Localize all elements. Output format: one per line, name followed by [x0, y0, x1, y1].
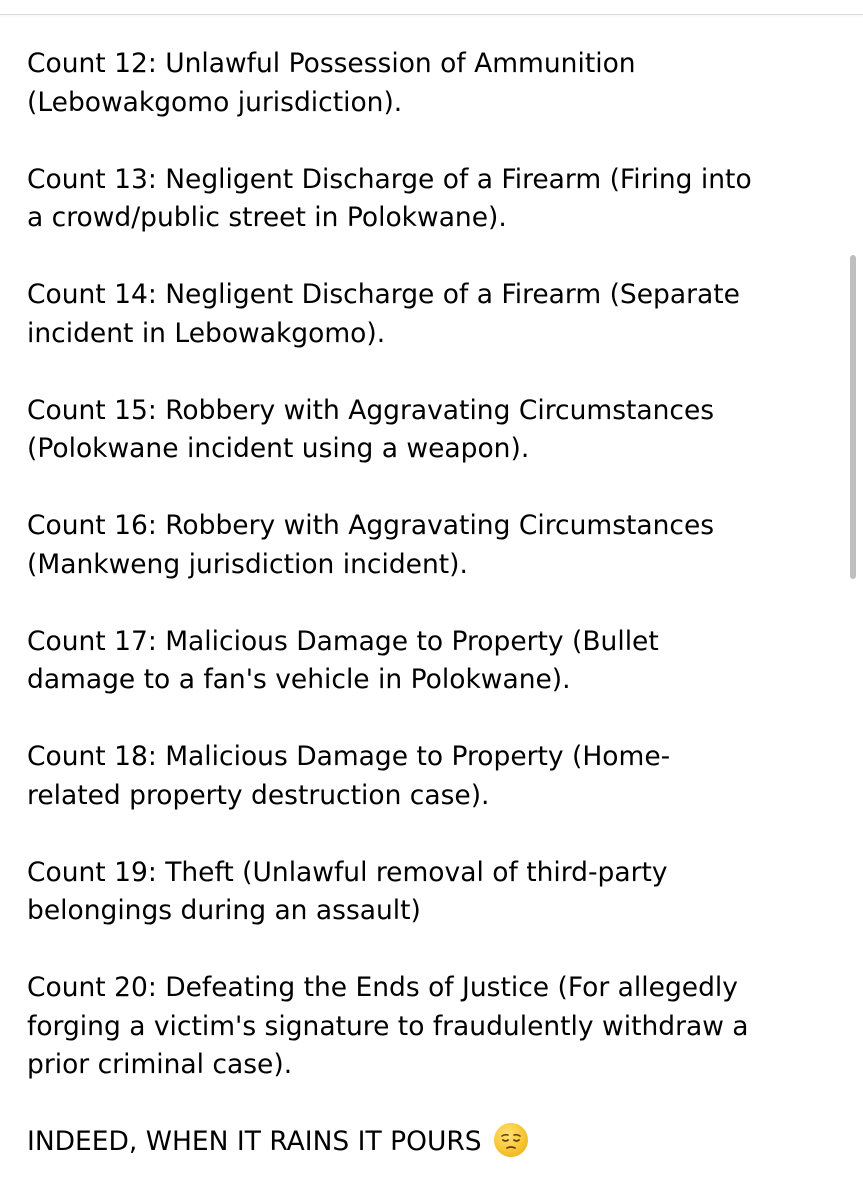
paragraph-line: (Mankweng jurisdiction incident).: [27, 548, 468, 580]
count-15-paragraph: [27, 392, 842, 469]
paragraph-line: (Polokwane incident using a weapon).: [27, 433, 530, 464]
count-17-paragraph: [27, 623, 842, 700]
count-16-paragraph: [27, 507, 842, 584]
paragraph-line: Count 19: Theft (Unlawful removal of third-party: [27, 856, 668, 888]
paragraph-line: Count 12: Unlawful Possession of Ammunition: [27, 48, 636, 79]
paragraph-line: Count 13: Negligent Discharge of a Firearm (Firing into: [27, 163, 752, 195]
paragraph-line: Count 17: Malicious Damage to Property (Bullet: [27, 625, 659, 657]
closing-text: INDEED, WHEN IT RAINS IT POURS: [27, 1126, 482, 1157]
paragraph-line: damage to a fan's vehicle in Polokwane).: [27, 664, 571, 695]
closing-line: [27, 1123, 842, 1162]
count-20-paragraph: [27, 969, 842, 1085]
pensive-face-icon: [494, 1123, 528, 1157]
count-14-paragraph: [27, 276, 842, 353]
count-13-paragraph: [27, 161, 842, 238]
scrollbar-thumb[interactable]: [850, 255, 856, 579]
paragraph-line: Count 14: Negligent Discharge of a Firearm (Separate: [27, 279, 740, 310]
paragraph-line: a crowd/public street in Polokwane).: [27, 202, 507, 233]
paragraph-line: prior criminal case).: [27, 1049, 293, 1080]
paragraph-line: Count 15: Robbery with Aggravating Circumstances: [27, 394, 715, 426]
note-body[interactable]: [27, 45, 842, 1162]
paragraph-line: related property destruction case).: [27, 779, 490, 811]
top-divider: [0, 0, 863, 15]
paragraph-line: belongings during an assault): [27, 895, 421, 926]
paragraph-line: Count 16: Robbery with Aggravating Circumstances: [27, 510, 715, 541]
paragraph-line: (Lebowakgomo jurisdiction).: [27, 86, 403, 118]
count-12-paragraph: [27, 45, 842, 122]
scrollbar[interactable]: [850, 255, 856, 579]
paragraph-line: forging a victim's signature to fraudulently withdraw a: [27, 1010, 749, 1042]
paragraph-line: Count 20: Defeating the Ends of Justice (For allegedly: [27, 972, 738, 1003]
paragraph-line: incident in Lebowakgomo).: [27, 317, 386, 349]
paragraph-line: Count 18: Malicious Damage to Property (Home-: [27, 741, 671, 772]
count-18-paragraph: [27, 738, 842, 815]
count-19-paragraph: [27, 854, 842, 931]
